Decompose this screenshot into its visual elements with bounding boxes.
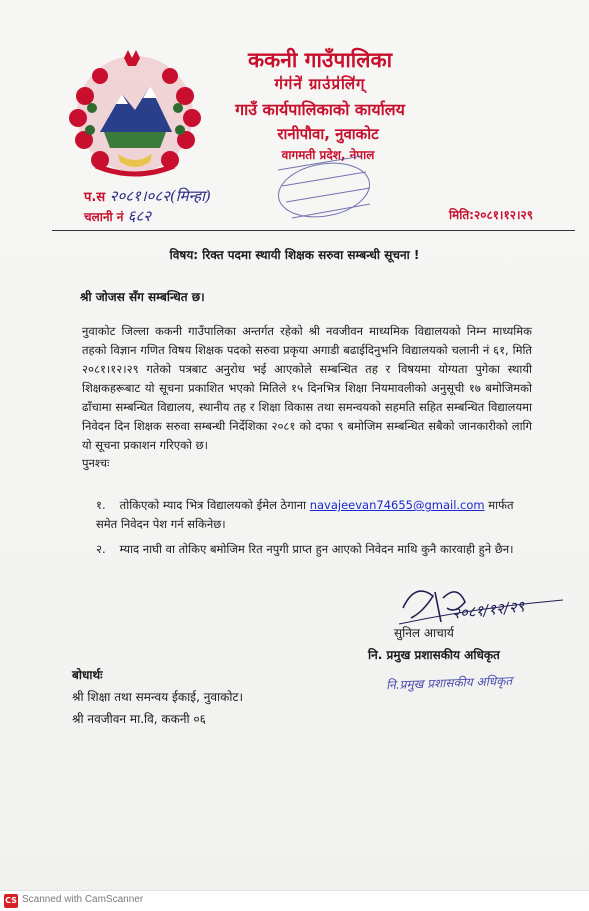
notice-body: नुवाकोट जिल्ला ककनी गाउँपालिका अन्तर्गत रहेको श्री नवजीवन माध्यमिक विद्यालयको निम्न माध्यमिक तहको विज्ञान गणित विषय शिक्षक पदको सरुवा प्रकृया अगाडी बढाईदिनुभनि विद्यालयको चलानी नं ६१, मिति २०८१।१२।२९ गतेको पत्रबाट अनुरोध भई आएकोले सम्बन्धित तह र विषयमा योग्यता पुगेका स्थायी शिक्षकहरूबाट यो सूचना प्रकाशित भएको मितिले १५ दिनभित्र शिक्षा नियमावलीको अनुसूची १७ बमोजिमको ढाँचामा सम्बन्धित विद्यालय, स्थानीय तह र शिक्षा विकास तथा समन्वयको सहमति सहित सम्बन्धित विद्यालयमा निवेदन दिन शिक्षक सरुवा सम्बन्धी निर्देशिका २०८१ को दफा ९ बमोजिम सम्बन्धित सबैको जानकारीको लागि यो सूचना प्रकाशन गरिएको छ। — [82, 324, 532, 452]
item-text: मार्फत समेत निवेदन पेश गर्न सकिनेछ। — [96, 498, 514, 531]
office-address: रानीपौवा, नुवाकोट — [277, 125, 379, 143]
dispatch-number — [84, 206, 151, 226]
salutation: श्री जोजस सँग सम्बन्धित छ। — [80, 290, 205, 304]
office-name: गाउँ कार्यपालिकाको कार्यालय — [235, 100, 405, 119]
postscript-item — [96, 540, 536, 559]
chalani-label: चलानी नं — [84, 210, 124, 224]
signatory-name: सुनिल आचार्य — [394, 626, 454, 640]
pasa-label: प.स — [84, 190, 106, 205]
reference-number — [84, 186, 211, 206]
pasa-value: २०८१।०८२(मिन्हा) — [109, 187, 211, 205]
municipality-name: ककनी गाउँपालिका — [247, 48, 393, 72]
postscript-label: पुनश्चः — [82, 456, 110, 470]
cc-label: बोधार्थः — [72, 668, 103, 682]
nepal-emblem-icon — [60, 36, 210, 186]
cc-recipient: श्री शिक्षा तथा समन्वय ईकाई, नुवाकोट। — [72, 690, 244, 704]
header-divider — [52, 230, 575, 231]
letter-subject: विषय: रिक्त पदमा स्थायी शिक्षक सरुवा सम्बन्धी सूचना ! — [169, 248, 420, 262]
cc-recipient: श्री नवजीवन मा.वि, ककनी ०६ — [72, 712, 206, 726]
signature-date: २०८१/१२/२९ — [451, 597, 526, 623]
municipality-name-tibetan: ग॑ग॑ने॑ ग्राउ॑प्र॑लि॑ग् — [274, 75, 366, 93]
item-text: तोकिएको म्याद भित्र विद्यालयको ईमेल ठेगाना — [119, 498, 307, 512]
signatory-title: नि. प्रमुख प्रशासकीय अधिकृत — [368, 648, 500, 662]
chalani-value: ६८२ — [127, 207, 152, 225]
office-stamp-icon — [270, 150, 378, 230]
school-email-link[interactable]: navajeevan74655@gmail.com — [309, 498, 485, 512]
item-number: २. — [96, 542, 106, 556]
signatory-stamp: नि.प्रमुख प्रशासकीय अधिकृत — [385, 673, 513, 693]
scanner-footer — [0, 890, 589, 911]
letter-date: मिति:२०८१।१२।२९ — [448, 208, 533, 222]
scanner-watermark: Scanned with CamScanner — [22, 894, 144, 905]
postscript-item — [96, 496, 536, 534]
camscanner-logo-icon: CS — [4, 894, 18, 908]
item-number: १. — [96, 498, 106, 512]
item-text: म्याद नाघी वा तोकिए बमोजिम रित नपुगी प्राप्त हुन आएको निवेदन माथि कुनै कारवाही हुने छैन। — [119, 542, 514, 556]
office-province: वागमती प्रदेश, नेपाल — [281, 148, 375, 162]
